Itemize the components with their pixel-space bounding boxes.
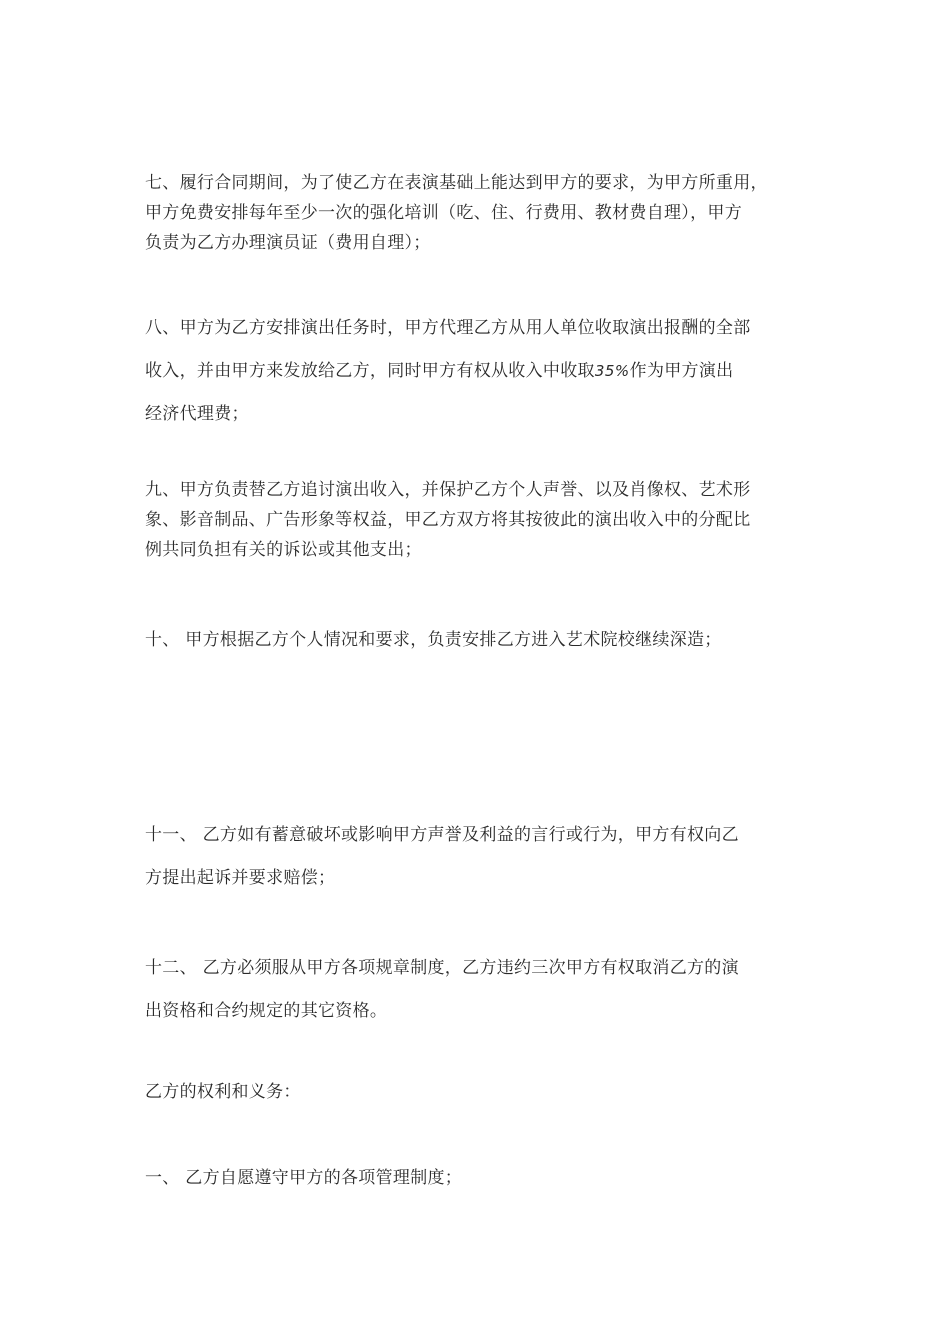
- clause-9-line-2: 象、影音制品、广告形象等权益，甲乙方双方将其按彼此的演出收入中的分配比: [145, 510, 751, 530]
- clause-10-paragraph: [145, 625, 820, 655]
- clause-12-line-1: 十二、 乙方必须服从甲方各项规章制度，乙方违约三次甲方有权取消乙方的演: [145, 958, 739, 978]
- clause-8-line-2: [145, 356, 820, 399]
- clause-8-line-3: 经济代理费；: [145, 404, 249, 424]
- clause-7-paragraph: [145, 168, 820, 258]
- clause-11-paragraph: [145, 820, 820, 906]
- clause-9-line-1: 九、甲方负责替乙方追讨演出收入，并保护乙方个人声誉、以及肖像权、艺术形: [145, 480, 751, 500]
- party-b-item-1: [145, 1163, 820, 1193]
- clause-7-line-1: 七、履行合同期间，为了使乙方在表演基础上能达到甲方的要求，为甲方所重用，: [145, 173, 768, 193]
- clause-12-line-2: 出资格和合约规定的其它资格。: [145, 1001, 388, 1021]
- section-heading-text: 乙方的权利和义务：: [145, 1082, 301, 1102]
- clause-7-line-2: 甲方免费安排每年至少一次的强化培训（吃、住、行费用、教材费自理），甲方: [145, 203, 742, 223]
- party-b-rights-heading: [145, 1077, 820, 1107]
- commission-rate: 35%: [594, 362, 630, 380]
- clause-11-line-1: 十一、 乙方如有蓄意破坏或影响甲方声誉及利益的言行或行为，甲方有权向乙: [145, 825, 739, 845]
- clause-11-line-2: 方提出起诉并要求赔偿；: [145, 868, 336, 888]
- party-b-item-1-text: 一、 乙方自愿遵守甲方的各项管理制度；: [145, 1168, 463, 1188]
- clause-9-paragraph: [145, 475, 820, 565]
- clause-8-paragraph: [145, 313, 820, 442]
- clause-8-line-2-tail: 作为甲方演出: [629, 361, 734, 381]
- clause-8-line-1: 八、甲方为乙方安排演出任务时，甲方代理乙方从用人单位收取演出报酬的全部: [145, 318, 751, 338]
- clause-12-paragraph: [145, 953, 820, 1039]
- clause-9-line-3: 例共同负担有关的诉讼或其他支出；: [145, 540, 422, 560]
- clause-8-line-2-text: 收入，并由甲方来发放给乙方，同时甲方有权从收入中收取: [145, 361, 595, 381]
- clause-7-line-3: 负责为乙方办理演员证（费用自理）；: [145, 233, 431, 253]
- clause-10-line-1: 十、 甲方根据乙方个人情况和要求，负责安排乙方进入艺术院校继续深造；: [145, 630, 722, 650]
